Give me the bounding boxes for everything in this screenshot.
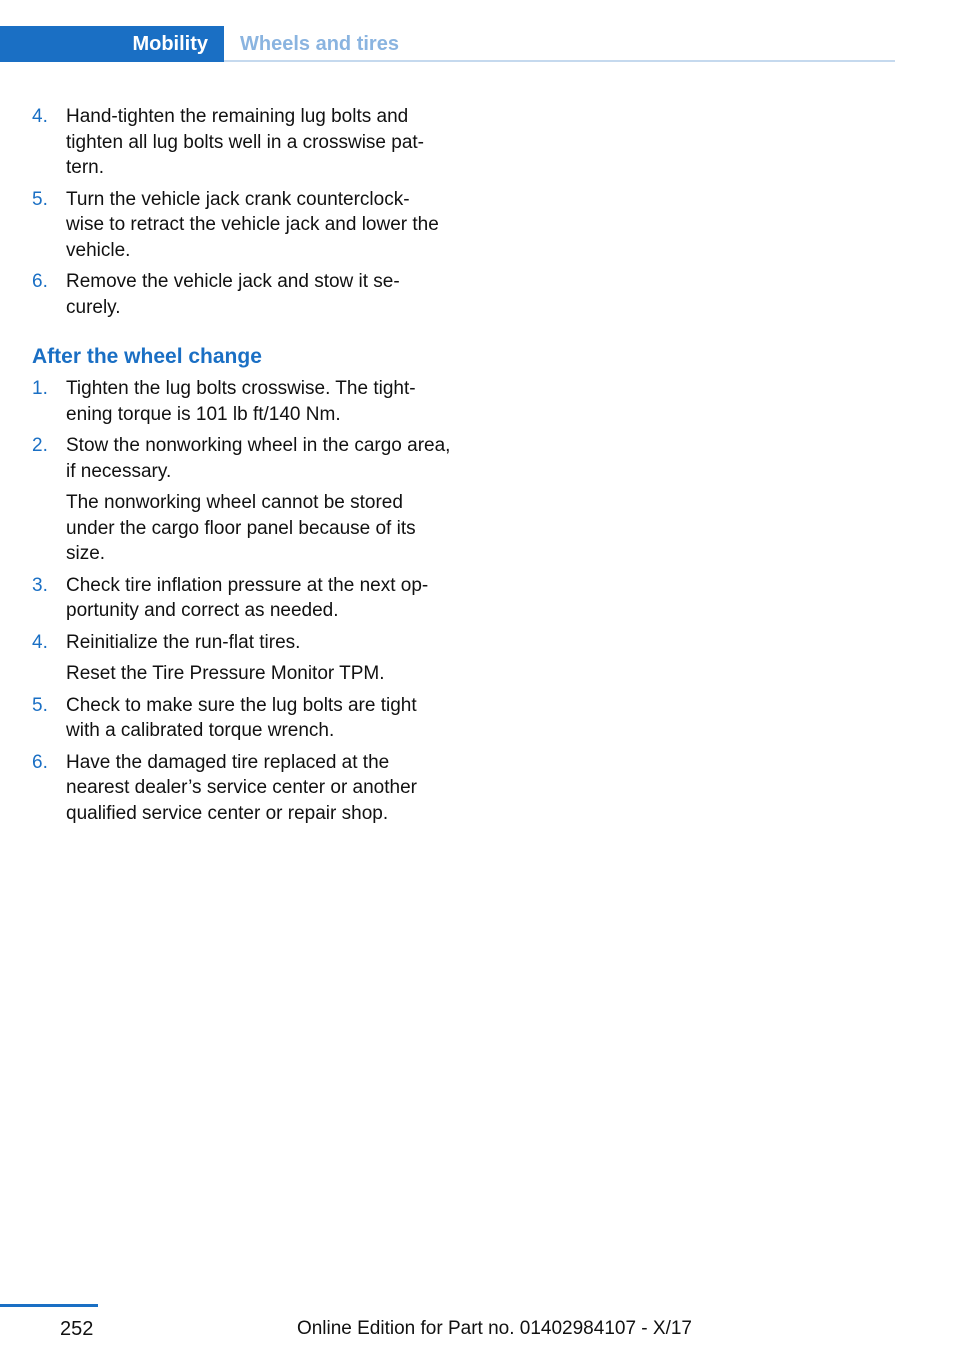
step-number: 5. bbox=[32, 188, 48, 210]
step-number: 6. bbox=[32, 271, 48, 292]
section-tab-wheels-and-tires[interactable]: Wheels and tires bbox=[240, 33, 399, 55]
step-text: Reinitialize the run-flat tires. bbox=[66, 631, 301, 653]
step-text: Have the damaged tire replaced at the nearest dealer’s service center or another qualified service center or repair shop. bbox=[66, 751, 417, 824]
step-text: Stow the nonworking wheel in the cargo area, if necessary. bbox=[66, 435, 451, 482]
page-header bbox=[0, 26, 960, 62]
step-number: 4. bbox=[32, 106, 48, 127]
list-item bbox=[32, 750, 452, 827]
step-text: Tighten the lug bolts crosswise. The tight‐ ening torque is 101 lb ft/140 Nm. bbox=[66, 378, 416, 425]
step-text: Remove the vehicle jack and stow it se‐ curely. bbox=[66, 271, 400, 318]
footer-divider bbox=[0, 1304, 98, 1307]
step-number: 4. bbox=[32, 631, 48, 653]
edition-label: Online Edition for Part no. 01402984107 - X/17 bbox=[296, 1318, 692, 1339]
section-heading: After the wheel change bbox=[32, 345, 262, 368]
step-text: Check to make sure the lug bolts are tight with a calibrated torque wrench. bbox=[66, 694, 417, 741]
page-number: 252 bbox=[60, 1318, 94, 1340]
header-divider bbox=[224, 60, 895, 62]
list-item bbox=[32, 104, 452, 181]
list-item bbox=[32, 630, 452, 687]
step-text: Turn the vehicle jack crank counterclock‐ wise to retract the vehicle jack and lower the vehicle. bbox=[66, 188, 439, 261]
list-item bbox=[32, 433, 452, 567]
steps-list-after-wheel-change bbox=[32, 376, 452, 832]
section-tab-mobility[interactable]: Mobility bbox=[0, 26, 224, 62]
step-number: 3. bbox=[32, 574, 48, 596]
list-item bbox=[32, 376, 452, 427]
list-item bbox=[32, 573, 452, 624]
step-number: 1. bbox=[32, 378, 48, 399]
step-number: 5. bbox=[32, 694, 48, 716]
step-note: The nonworking wheel cannot be stored under the cargo floor panel because of its size. bbox=[66, 492, 416, 564]
steps-list-top bbox=[32, 104, 452, 326]
step-text: Check tire inflation pressure at the next op‐ portunity and correct as needed. bbox=[66, 574, 429, 621]
step-text: Hand-tighten the remaining lug bolts and tighten all lug bolts well in a crosswise pat‐ tern. bbox=[66, 106, 425, 178]
step-number: 6. bbox=[32, 751, 48, 773]
step-number: 2. bbox=[32, 435, 48, 456]
list-item bbox=[32, 269, 452, 320]
list-item bbox=[32, 187, 452, 264]
list-item bbox=[32, 693, 452, 744]
step-note: Reset the Tire Pressure Monitor TPM. bbox=[66, 663, 385, 684]
